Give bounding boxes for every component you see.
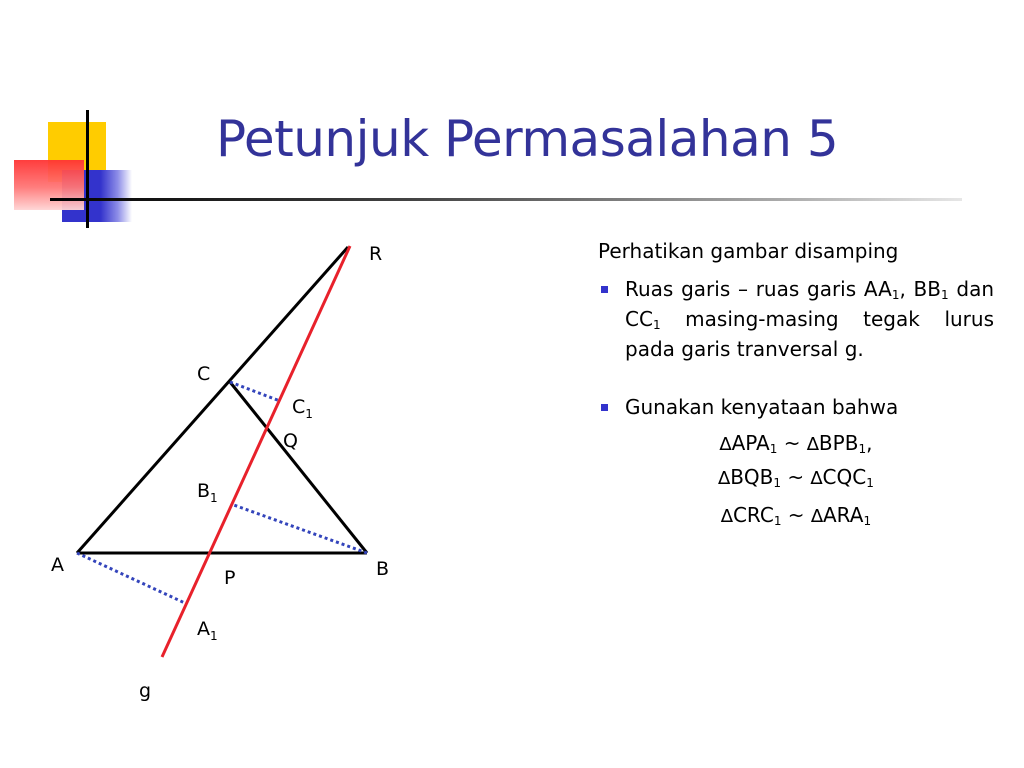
bullet-perpendiculars: Ruas garis – ruas garis $AA_1$, $BB_1$ dan $CC_1$ masing-masing tegak lurus pada garis tranversal g. [598,274,994,364]
explanation-panel [598,236,994,532]
label-P: P [224,567,236,589]
perpendicular-AA1 [77,553,187,604]
similarity-line-1: $\Delta APA_1$ ~ $\Delta BPB_1$, [719,431,873,456]
label-C: C [197,363,211,385]
label-Q: Q [283,430,298,452]
label-A1: $A_1$ [197,618,218,643]
transversal-line-g [162,246,350,657]
bullet-use-fact: Gunakan kenyataan bahwa [598,392,994,422]
bullet-square-icon [601,404,608,411]
label-A: A [51,554,64,576]
label-R: R [369,243,383,265]
label-g: g [139,680,152,702]
label-B: B [376,558,390,580]
label-C1: $C_1$ [292,396,313,421]
bullet-square-icon [601,286,608,293]
slide-title: Petunjuk Permasalahan 5 [216,110,839,168]
label-B1: $B_1$ [197,480,218,505]
similarity-line-3: $\Delta CRC_1$ ~ $\Delta ARA_1$ [720,503,872,528]
intro-text: Perhatikan gambar disamping [598,239,899,263]
side-AR [77,247,348,553]
similarity-line-2: $\Delta BQB_1$ ~ $\Delta CQC_1$ [718,465,874,490]
